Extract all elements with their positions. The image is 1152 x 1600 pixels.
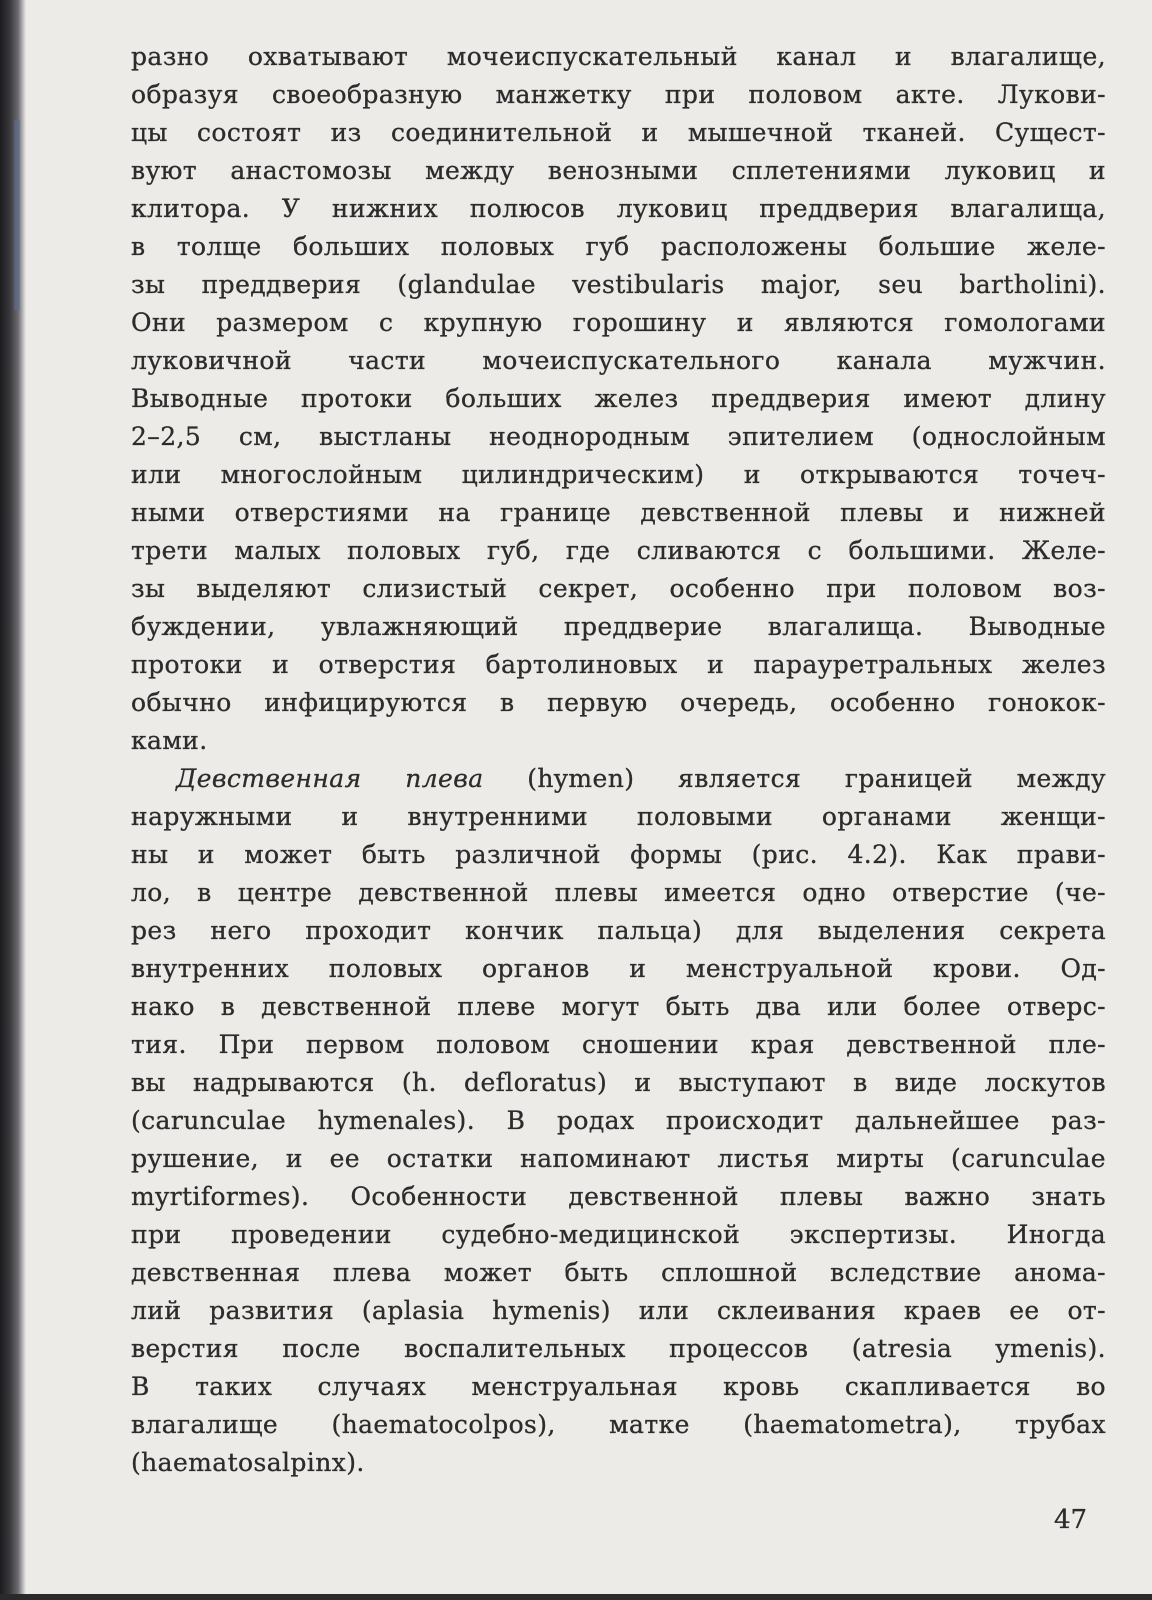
text-line: при проведении судебно-медицинской экспертизы. Иногда	[131, 1220, 1106, 1249]
text-line: внутренних половых органов и менструальной крови. Од-	[131, 954, 1106, 983]
text-line: девственная плева может быть сплошной вследствие анома-	[131, 1258, 1106, 1287]
text-line: Выводные протоки больших желез преддверия имеют длину	[131, 384, 1106, 413]
text-line: (haematosalpinx).	[131, 1448, 365, 1477]
text-line: myrtiformes). Особенности девственной плевы важно знать	[131, 1182, 1106, 1211]
text-line: 2–2,5 см, выстланы неоднородным эпителием (однослойным	[131, 422, 1106, 451]
text-line: вуют анастомозы между венозными сплетениями луковиц и	[131, 156, 1106, 185]
text-line: ками.	[131, 726, 208, 755]
text-line: тия. При первом половом сношении края девственной пле-	[131, 1030, 1106, 1059]
hymen-term: Девственная плева	[176, 764, 484, 793]
text-line: рушение, и ее остатки напоминают листья мирты (carunculae	[131, 1144, 1106, 1173]
spine-mark	[14, 120, 20, 310]
text-line: в толще больших половых губ расположены большие желе-	[131, 232, 1106, 261]
text-fragment: (hymen) является границей между	[483, 764, 1106, 793]
text-line: влагалище (haematocolpos), матке (haematometra), трубах	[131, 1410, 1106, 1439]
text-line: наружными и внутренними половыми органами женщи-	[131, 802, 1106, 831]
text-line: рез него проходит кончик пальца) для выделения секрета	[131, 916, 1106, 945]
text-line: трети малых половых губ, где сливаются с большими. Желе-	[131, 536, 1106, 565]
text-line: нако в девственной плеве могут быть два или более отверс-	[131, 992, 1106, 1021]
text-line: или многослойным цилиндрическим) и открываются точеч-	[131, 460, 1106, 489]
book-spine-shadow	[0, 0, 26, 1600]
text-line: (carunculae hymenales). В родах происходит дальнейшее раз-	[131, 1106, 1106, 1135]
text-line: образуя своеобразную манжетку при половом акте. Лукови-	[131, 80, 1106, 109]
paragraph-first-line	[131, 760, 1106, 798]
text-line: Они размером с крупную горошину и являются гомологами	[131, 308, 1106, 337]
text-line: верстия после воспалительных процессов (atresia ymenis).	[131, 1334, 1106, 1363]
text-line: ными отверстиями на границе девственной плевы и нижней	[131, 498, 1106, 527]
text-line: В таких случаях менструальная кровь скапливается во	[131, 1372, 1106, 1401]
paragraph-2	[131, 760, 1106, 1482]
paragraph-1	[131, 38, 1106, 760]
text-line: зы преддверия (glandulae vestibularis major, seu bartholini).	[131, 270, 1106, 299]
text-line: вы надрываются (h. defloratus) и выступают в виде лоскутов	[131, 1068, 1106, 1097]
text-line: луковичной части мочеиспускательного канала мужчин.	[131, 346, 1106, 375]
page-bottom-edge	[0, 1594, 1152, 1600]
text-line: буждении, увлажняющий преддверие влагалища. Выводные	[131, 612, 1106, 641]
text-line: цы состоят из соединительной и мышечной тканей. Сущест-	[131, 118, 1106, 147]
page-text	[131, 38, 1106, 1482]
text-line: протоки и отверстия бартолиновых и парауретральных желез	[131, 650, 1106, 679]
page-number: 47	[1054, 1505, 1088, 1535]
text-line: ло, в центре девственной плевы имеется одно отверстие (че-	[131, 878, 1106, 907]
text-line: ны и может быть различной формы (рис. 4.2). Как прави-	[131, 840, 1106, 869]
text-line: зы выделяют слизистый секрет, особенно при половом воз-	[131, 574, 1106, 603]
text-line: разно охватывают мочеиспускательный канал и влагалище,	[131, 42, 1106, 71]
text-line: лий развития (aplasia hymenis) или склеивания краев ее от-	[131, 1296, 1106, 1325]
text-line: обычно инфицируются в первую очередь, особенно гонокок-	[131, 688, 1106, 717]
text-line: клитора. У нижних полюсов луковиц преддверия влагалища,	[131, 194, 1106, 223]
